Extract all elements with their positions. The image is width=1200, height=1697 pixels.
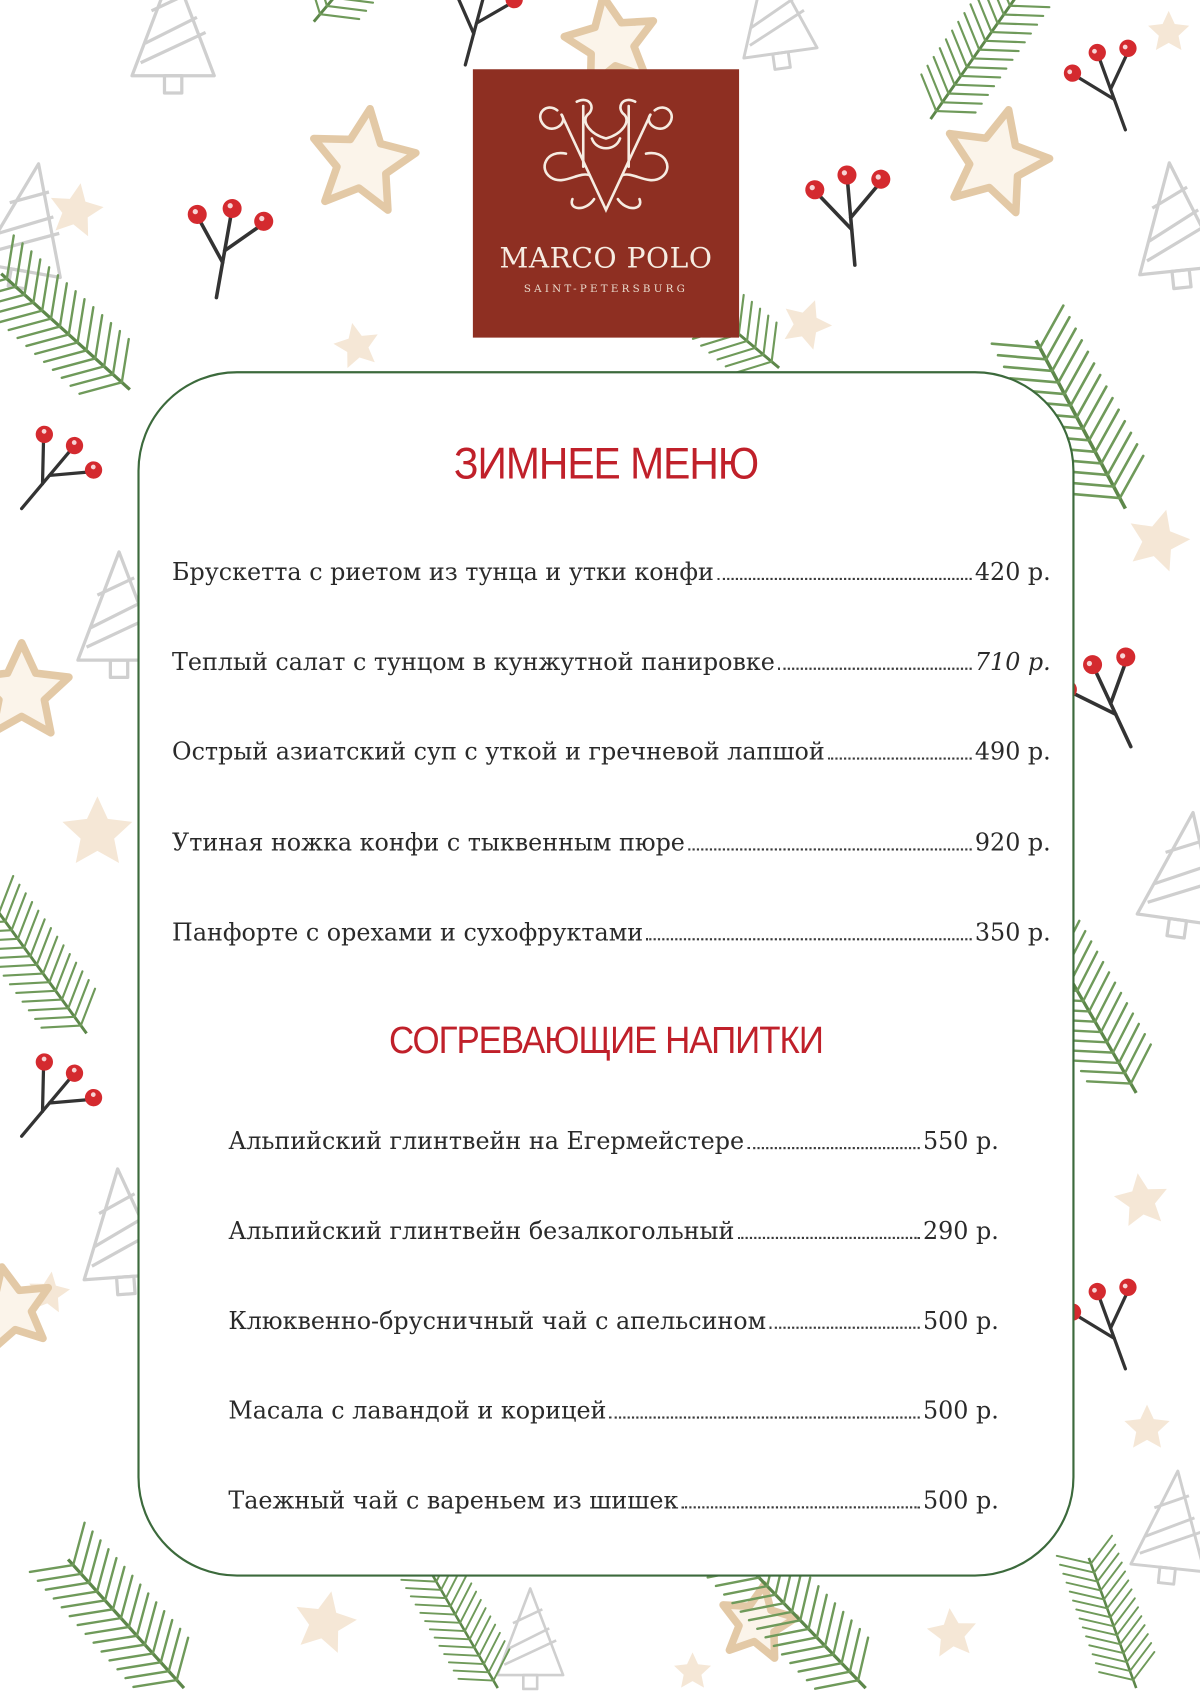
dot-leader	[610, 1415, 920, 1418]
dot-leader	[646, 937, 971, 940]
menu-item-price: 920 р.	[974, 829, 1051, 858]
star-icon	[674, 1652, 711, 1687]
christmas-tree-icon	[1135, 807, 1200, 943]
drink-item-name: Альпийский глинтвейн на Егермейстере	[228, 1128, 745, 1156]
menu-item-price: 350 р.	[974, 919, 1051, 947]
drink-item	[228, 1398, 998, 1425]
christmas-tree-icon	[730, 0, 819, 74]
star-icon	[1111, 1170, 1171, 1228]
menu-item-price: 710 р.	[974, 649, 1051, 677]
star-icon	[305, 102, 421, 213]
menu-item-price: 420 р.	[974, 559, 1051, 587]
star-icon	[935, 97, 1059, 217]
drinks-menu-title: СОГРЕВАЮЩИЕ НАПИТКИ	[389, 1019, 823, 1062]
restaurant-logo	[473, 69, 739, 337]
menu-card	[137, 371, 1074, 1576]
berry-branch-icon	[0, 414, 110, 534]
star-icon	[62, 796, 132, 863]
menu-item-price: 490 р.	[974, 739, 1051, 767]
menu-item-name: Панфорте с орехами и сухофруктами	[172, 919, 644, 947]
berry-branch-icon	[174, 192, 276, 305]
dot-leader	[778, 667, 972, 670]
drink-item	[228, 1488, 998, 1515]
star-icon	[1121, 502, 1196, 575]
dot-leader	[769, 1326, 919, 1329]
menu-item	[172, 920, 1051, 947]
pine-branch-icon	[0, 876, 113, 1053]
berry-branch-icon	[0, 1042, 110, 1162]
drink-item-price: 500 р.	[922, 1398, 999, 1426]
berry-branch-icon	[1058, 31, 1162, 143]
dot-leader	[738, 1236, 920, 1239]
dot-leader	[717, 577, 971, 580]
dot-leader	[682, 1505, 920, 1508]
pine-branch-icon	[288, 0, 448, 43]
logo-subtitle: SAINT-PETERSBURG	[523, 283, 689, 296]
winter-menu-title: ЗИМНЕЕ МЕНЮ	[453, 438, 759, 489]
drink-item-price: 550 р.	[922, 1128, 999, 1156]
star-icon	[0, 1258, 58, 1352]
menu-item-name: Теплый салат с тунцом в кунжутной панировке	[172, 649, 775, 677]
pine-branch-icon	[0, 236, 154, 417]
menu-item	[172, 559, 1051, 586]
christmas-tree-icon	[132, 0, 214, 93]
drink-item	[228, 1218, 998, 1245]
star-icon	[0, 643, 69, 733]
drink-item-price: 500 р.	[922, 1487, 999, 1515]
drink-item-name: Масала с лавандой и корицей	[228, 1398, 607, 1426]
menu-item-name: Брускетта с риетом из тунца и утки конфи	[172, 559, 714, 587]
berry-branch-icon	[803, 162, 897, 269]
star-icon	[45, 179, 106, 238]
dot-leader	[747, 1146, 919, 1149]
dot-leader	[688, 847, 972, 850]
star-icon	[289, 1585, 362, 1655]
dot-leader	[828, 756, 972, 759]
drink-item-name: Альпийский глинтвейн безалкогольный	[228, 1218, 735, 1246]
star-icon	[776, 292, 838, 353]
star-icon	[1124, 1405, 1169, 1448]
menu-item-name: Утиная ножка конфи с тыквенным пюре	[172, 829, 685, 858]
christmas-tree-icon	[497, 1589, 563, 1689]
christmas-tree-icon	[1128, 159, 1200, 292]
monogram-icon	[525, 91, 687, 223]
star-icon	[925, 1606, 979, 1658]
star-icon	[330, 318, 383, 370]
pine-branch-icon	[903, 0, 1055, 138]
drink-item-name: Таежный чай с вареньем из шишек	[228, 1487, 679, 1515]
drink-item-price: 290 р.	[922, 1218, 999, 1246]
drink-item	[228, 1308, 998, 1335]
menu-item	[172, 830, 1051, 857]
menu-item-name: Острый азиатский суп с уткой и гречневой лапшой	[172, 739, 825, 767]
logo-name: MARCO POLO	[499, 242, 713, 275]
christmas-tree-icon	[1129, 1467, 1200, 1587]
drink-item-price: 500 р.	[922, 1308, 999, 1336]
drink-item-name: Клюквенно-брусничный чай с апельсином	[228, 1308, 767, 1336]
drink-item	[228, 1129, 998, 1156]
menu-item	[172, 649, 1051, 676]
pine-branch-icon	[1057, 1536, 1164, 1697]
menu-item	[172, 739, 1051, 766]
star-icon	[1148, 11, 1189, 50]
berry-branch-icon	[428, 0, 527, 75]
